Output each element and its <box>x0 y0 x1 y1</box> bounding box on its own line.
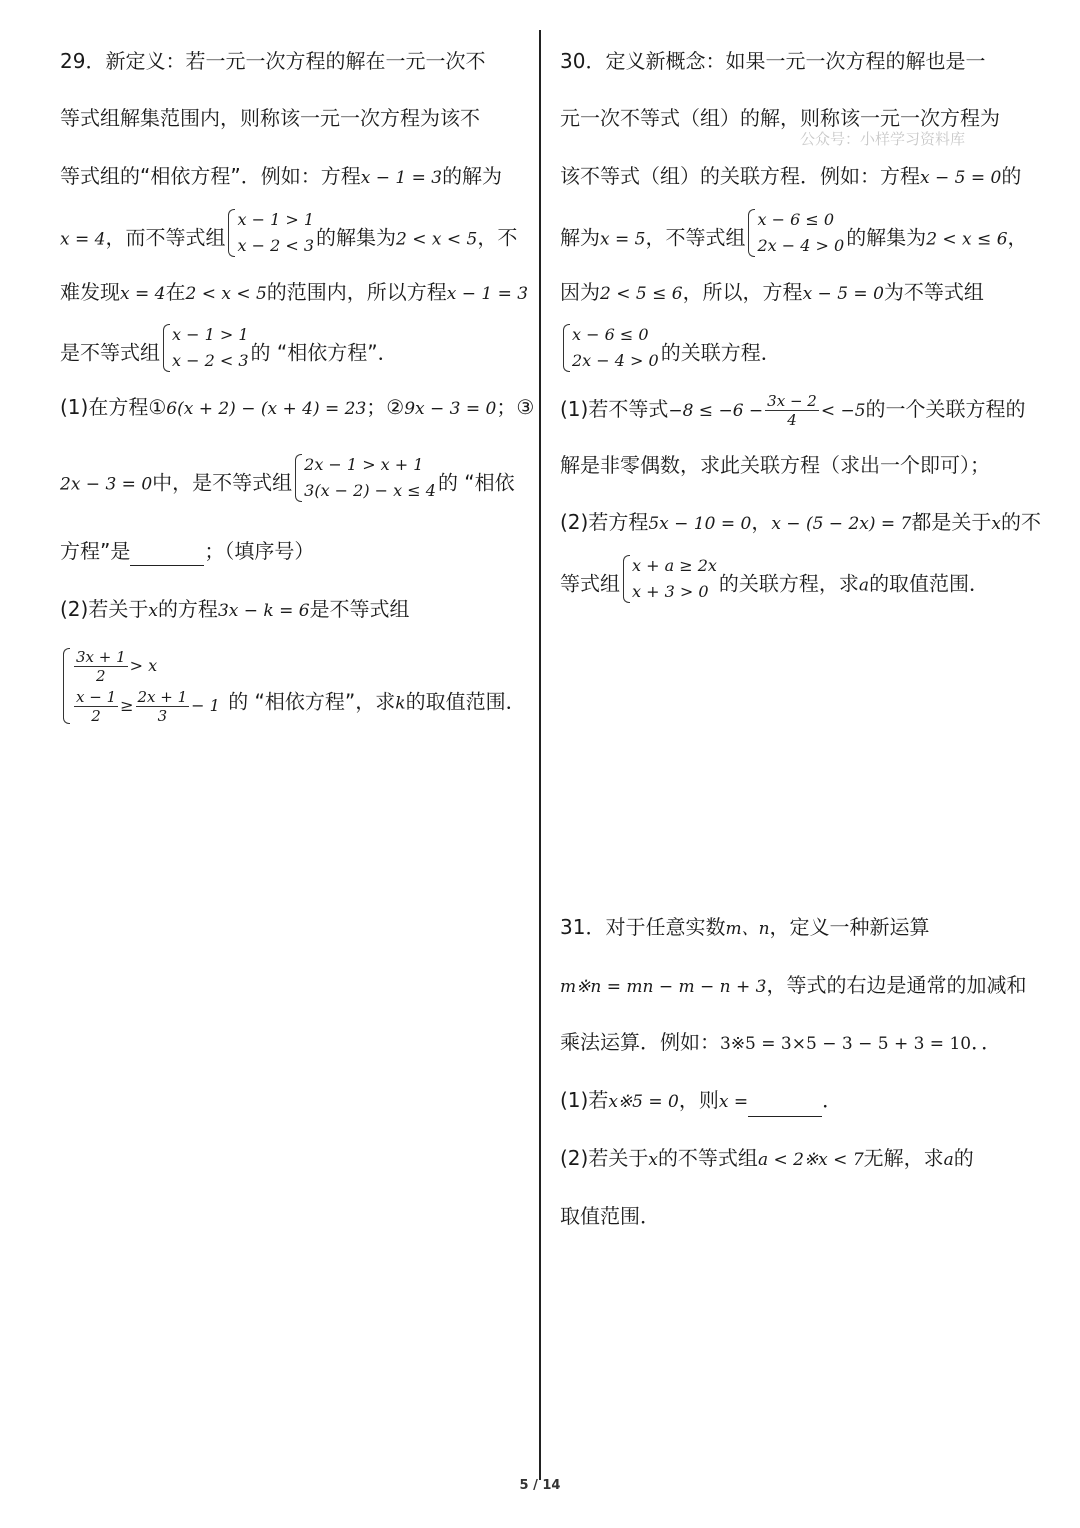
q30-part-1: (1)若不等式−8 ≤ −6 − $\frac{3x - 2}{4}$ < −5的一个关联方程的 <box>560 392 1026 429</box>
q30-part-1-cont: 解是非零偶数，求此关联方程（求出一个即可）； <box>560 453 990 477</box>
q31-part-1: (1)若x※5 = 0，则x = ． <box>560 1085 842 1115</box>
answer-blank[interactable] <box>130 543 204 566</box>
inequality-system: x + a ≥ 2x x + 3 > 0 <box>622 553 717 605</box>
q30-part-2: (2)若方程5x − 10 = 0，x − (5 − 2x) = 7都是关于x的不 <box>560 510 1041 534</box>
q29-part-2-system: $\frac{3x + 1}{2}$ > x $\frac{x - 1}{2}$ ≥ $\frac{2x + 1}{3}$ − 1 的 “相依方程”，求k的取值范围． <box>60 680 526 710</box>
q30-line-1: 30．定义新概念：如果一元一次方程的解也是一 <box>560 49 986 73</box>
q30-line-3: 该不等式（组）的关联方程．例如：方程x − 5 = 0的 <box>560 164 1022 188</box>
q30-line-2: 元一次不等式（组）的解，则称该一元一次方程为 <box>560 106 1000 130</box>
inequality-system: x − 6 ≤ 0 2x − 4 > 0 <box>747 207 844 259</box>
page-number: 5 / 14 <box>519 1478 561 1493</box>
q29-part-1-answer: 方程”是 ；（填序号） <box>60 536 314 566</box>
q30-part-2-cont: 等式组 x + a ≥ 2x x + 3 > 0 的关联方程，求a的取值范围． <box>560 565 989 595</box>
inequality-system: x − 1 > 1 x − 2 < 3 <box>162 322 249 374</box>
q29-line-2: 等式组解集范围内，则称该一元一次方程为该不 <box>60 106 480 130</box>
q31-line-3: 乘法运算．例如：3※5 = 3×5 − 3 − 5 + 3 = 10．． <box>560 1030 1002 1054</box>
q31-line-2: m※n = mn − m − n + 3，等式的右边是通常的加减和 <box>560 973 1027 997</box>
column-divider <box>539 30 541 1480</box>
q29-line-6: 是不等式组 x − 1 > 1 x − 2 < 3 的 “相依方程”． <box>60 334 398 364</box>
fraction-inequality-system: $\frac{3x + 1}{2}$ > x $\frac{x - 1}{2}$ ≥ $\frac{2x + 1}{3}$ − 1 <box>62 646 220 726</box>
q30-line-4: 解为x = 5，不等式组 x − 6 ≤ 0 2x − 4 > 0 的解集为2 < x ≤ 6， <box>560 219 1028 249</box>
inequality-system: 2x − 1 > x + 1 3(x − 2) − x ≤ 4 <box>294 452 436 504</box>
inequality-system: x − 1 > 1 x − 2 < 3 <box>227 207 314 259</box>
inequality-system: x − 6 ≤ 0 2x − 4 > 0 <box>562 322 659 374</box>
q29-part-2: (2)若关于x的方程3x − k = 6是不等式组 <box>60 597 410 621</box>
answer-blank[interactable] <box>748 1094 822 1117</box>
q31-part-2-cont: 取值范围． <box>560 1204 660 1228</box>
q29-line-1: 29．新定义：若一元一次方程的解在一元一次不 <box>60 49 486 73</box>
q29-part-1: (1)在方程①6(x + 2) − (x + 4) = 23；②9x − 3 = 0；③ <box>60 395 535 419</box>
watermark: 公众号：小样学习资料库 <box>800 130 966 148</box>
q31-part-2: (2)若关于x的不等式组a < 2※x < 7无解，求a的 <box>560 1146 974 1170</box>
q30-line-5: 因为2 < 5 ≤ 6，所以，方程x − 5 = 0为不等式组 <box>560 280 984 304</box>
q31-line-1: 31．对于任意实数m、n，定义一种新运算 <box>560 915 930 939</box>
q29-line-4: x = 4，而不等式组 x − 1 > 1 x − 2 < 3 的解集为2 < x < 5，不 <box>60 219 517 249</box>
q29-line-5: 难发现x = 4在2 < x < 5的范围内，所以方程x − 1 = 3 <box>60 280 529 304</box>
q30-line-6: x − 6 ≤ 0 2x − 4 > 0 的关联方程． <box>560 334 781 364</box>
q29-part-1-cont: 2x − 3 = 0中，是不等式组 2x − 1 > x + 1 3(x − 2) − x ≤ 4 的 “相依 <box>60 464 515 494</box>
q29-line-3: 等式组的“相依方程”．例如：方程x − 1 = 3的解为 <box>60 164 503 188</box>
